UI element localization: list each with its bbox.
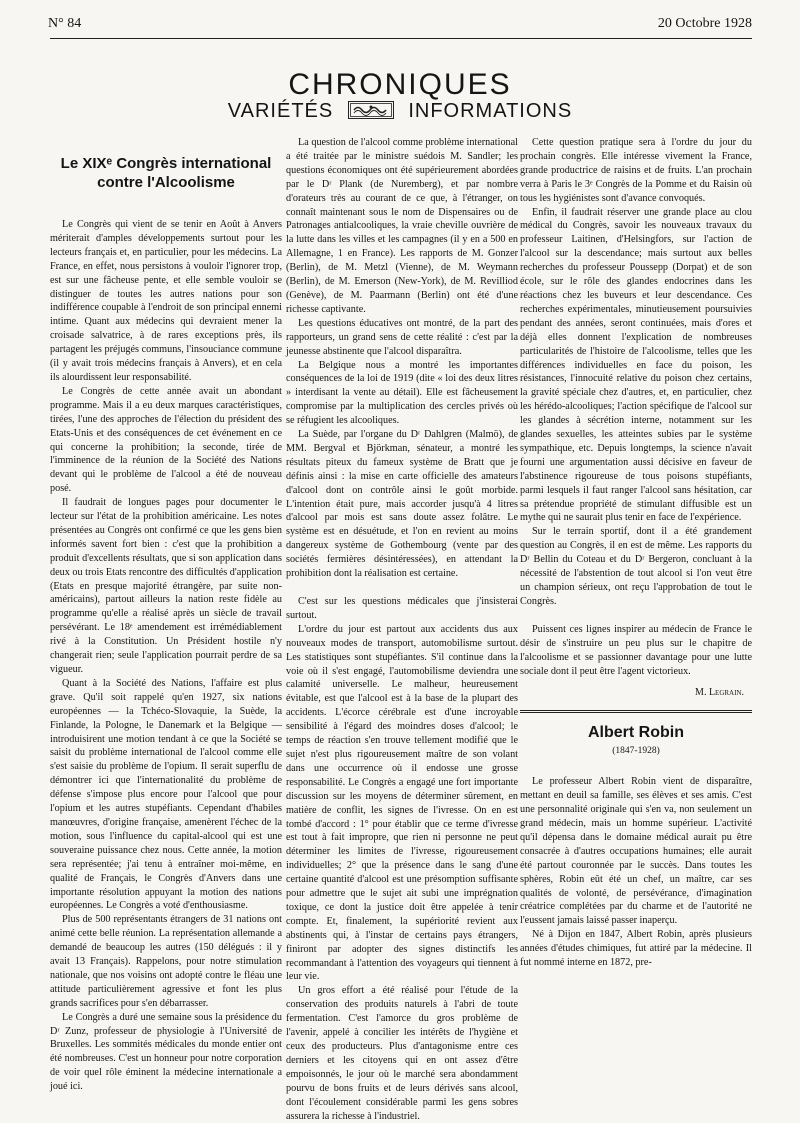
subtitle-right: INFORMATIONS [408, 100, 573, 122]
subtitle-left: VARIÉTÉS [227, 100, 334, 122]
issue-number: N° 84 [48, 16, 82, 31]
paragraph: Les questions éducatives ont montré, de la part des rapporteurs, un grand sens de cette réalité : c'est par la jeunesse abstinente que l'alcool disparaîtra. [286, 317, 518, 357]
paragraph: Le Congrès a duré une semaine sous la présidence du Dʳ Zunz, professeur de physiologie à l'Université de Bruxelles. Les sommités médicales du monde entier ont été nombreuses. C'est un honneur pour notre corporation de voir quel rôle éminent la médecine internationale a joué ici. [50, 1011, 282, 1093]
section-subtitle [0, 100, 800, 123]
paragraph: Le professeur Albert Robin vient de disparaître, mettant en deuil sa famille, ses élèves et ses amis. C'est une personnalité originale qui s'en va, non seulement un grand médecin, mais un homme supérieur. L'activité qu'il dépensa dans le domaine médical aurait pu être consacrée à d'autres occupations humaines; elle aurait été partout couronnée par le succès. Dans toutes les sphères, Robin eût été un chef, un maître, car ses qualités de volonté, de persévérance, d'imagination créatrice complétées par du charme et de l'autorité ne l'eussent jamais laissé passer inaperçu. [520, 776, 752, 927]
issue-date: 20 Octobre 1928 [657, 16, 752, 31]
article-title: Le XIXᵉ Congrès international contre l'Alcoolisme [60, 155, 272, 191]
article-divider [520, 710, 752, 713]
article-title: Albert Robin [588, 724, 684, 742]
column-1 [50, 136, 282, 1093]
paragraph: La Belgique nous a montré les importantes conséquences de la loi de 1919 (dite « loi des deux litres » interdisant la vente au détail). Elle est fâcheusement compromise par la multiplication des cercles privés où se réfugient les alcooliques. [286, 359, 518, 427]
paragraph: Cette question pratique sera à l'ordre du jour du prochain congrès. Elle intéresse vivement la France, grande productrice de raisins et de fruits. L'an prochain verra à Paris le 3ᵉ Congrès de la Pomme et du Raisin où tous les hygiénistes sont d'avance convoqués. [520, 137, 752, 204]
header-rule [50, 38, 752, 39]
spacer [520, 609, 752, 623]
author-signature: M. Legrain. [695, 687, 744, 699]
paragraph: Puissent ces lignes inspirer au médecin de France le désir de s'instruire un peu plus sur le chapitre de l'alcoolisme et se passionner davantage pour une lutte sociale dont il peut être l'agent victorieux. [520, 623, 752, 677]
paragraph: Quant à la Société des Nations, l'affaire est plus grave. Qu'il soit rappelé qu'en 1927, six nations européennes — la Tchéco-Slovaquie, la Suède, la Finlande, la Pologne, le Danemark et la Belgique — introduisirent une motion tendant à ce que la Société se saisit du problème international de l'alcool comme elle s'est saisie du problème de l'opium. Il serait superflu de démontrer ici que l'internationalité du problème de défense s'impose plus encore pour l'alcool que pour l'opium et les autres stupéfiants. Cependant d'habiles manœuvres, d'origine française, amenèrent l'échec de la motion, sous l'influence du capital-alcool qui est une souveraine puissance chez nous. Cette année, la motion sera représentée; j'ai tenu à entraîner moi-même, en qualité de Français, le Congrès d'Anvers dans une importante résolution appuyant la motion des nations européennes. Le Congrès a voté d'enthousiasme. [50, 677, 282, 912]
paragraph: L'ordre du jour est partout aux accidents dus aux nouveaux modes de transport, automobilisme surtout. Les statistiques sont stupéfiantes. S'il continue dans la voie où il s'est engagé, l'automobilisme deviendra une calamité universelle. Le malheur, heureusement évitable, est que l'alcool est à la base de la plupart des accidents. L'écorce cérébrale est d'une incroyable sensibilité à l'égard des moindres doses d'alcool; le temps de réaction s'en trouve tellement modifié que le sujet n'est plus rigoureusement maître de son volant dans une occurrence où il endosse une grosse responsabilité. Le Congrès a engagé une fort importante discussion sur les moyens de déterminer sûrement, en matière de conflit, les signes de l'ivresse. On en est tombé d'accord : 1° pour établir que ce terme d'ivresse est tout à fait impropre, que rien ni personne ne peut déterminer les limites de l'ivresse, rigoureusement individuelles; 2° que la présence dans le sang d'une certaine quantité d'alcool est une présomption suffisante pour admettre que le sujet ait subi une imprégnation toxique, ce dont la justice doit être appelée à tenir compte. Et, finalement, la supériorité revient aux abstinents qui, à l'instar de certains pays étrangers, finiront par adopter des signes distinctifs les recommandant à l'attention des voyageurs qui tiennent à leur vie. [286, 623, 518, 983]
paragraph: Le Congrès de cette année avait un abondant programme. Mais il a eu deux marques caractéristiques, tirées, l'une des approches de l'élection du président des Etats-Unis et des conséquences de cet événement en ce qui concerne la prohibition; la seconde, tirée de l'imminence de la réunion de la Société des Nations devant qui le problème de l'alcool a été de nouveau posé. [50, 385, 282, 495]
paragraph: Sur le terrain sportif, dont il a été grandement question au Congrès, il en est de même. Les rapports du Dʳ Bellin du Coteau et du Dʳ Bergeron, concluant à la nécessité de l'abstention de tout alcool si l'on veut être un champion sérieux, ont reçu l'approbation de tout le Congrès. [520, 526, 752, 607]
paragraph: Un gros effort a été réalisé pour l'étude de la conservation des produits naturels à l'abri de toute fermentation. C'est l'amorce du gros problème de l'avenir, appelé à concilier les intérêts de l'hygiène et ceux des producteurs. Plus d'antagonisme entre ces derniers et les citoyens qui en ont assez d'être empoisonnés, le jour où le marché sera abondamment pourvu de bons fruits et de leurs dérivés sans alcool, dont l'écoulement considérable parmi les gens sobres assurera la richesse à l'industriel. [286, 985, 518, 1122]
paragraph: Il faudrait de longues pages pour documenter le lecteur sur l'état de la prohibition américaine. Les notes présentées au Congrès ont confirmé ce que les gens bien informés savent fort bien : c'est que la prohibition a produit d'excellents résultats, que si son application dans deux ou trois Etats rencontre des difficultés d'application (Etats en presque majorité étrangère, par suite non-américains), partout ailleurs la nation reste fidèle au programme qu'elle a réalisé après un siècle de travail persévérant. Le 18ᵉ amendement est irrémédiablement rivé à la Constitution. Un Président hostile n'y changerait rien; seule l'application pourrait perdre de sa vigueur. [50, 497, 282, 675]
paragraph: Le Congrès qui vient de se tenir en Août à Anvers mériterait d'amples développements surtout pour les lecteurs français et, en particulier, pour les médecins. La France, en effet, nous persistons à vouloir l'ignorer trop, est sur une fâcheuse pente, et elle semble vouloir se distinguer de toutes les autres nations pour son indifférence coupable à l'endroit de son principal ennemi intime. Quant aux médecins qui devraient mener la croisade salvatrice, à de rares exceptions près, ils partagent les préjugés communs, l'insouciance commune (il y avait trois médecins français à Anvers), et en cela ils alourdissent leur responsabilité. [50, 219, 282, 383]
ornament-icon [348, 101, 394, 119]
life-dates: (1847-1928) [612, 746, 660, 757]
paragraph: C'est sur les questions médicales que j'insisterai surtout. [286, 596, 518, 621]
column-2 [286, 136, 518, 1122]
section-title: CHRONIQUES [288, 68, 512, 101]
column-3 [520, 136, 752, 1076]
spacer [286, 581, 518, 595]
running-header [48, 16, 752, 36]
paragraph: Enfin, il faudrait réserver une grande place au clou médical du Congrès, savoir les nouveaux travaux du professeur Laitinen, d'Helsingfors, sur l'action de l'alcool sur la descendance; mais surtout aux belles recherches du professeur Poussepp (Dorpat) et de son école, sur le rôle des glandes endocrines dans les réactions chez les buveurs et leur descendance. Ces recherches expérimentales, minutieusement poursuivies pendant des années, seront continuées, mais d'ores et déjà elles donnent l'explication de nombreuses particularités de l'histoire de l'alcoolisme, telles que les différences individuelles en face du poison, les résistances, l'innocuité relative du poison chez certains, la gravité spéciale chez d'autres, et, en particulier, chez les hérédo-alcooliques; l'action spécifique de l'alcool sur les glandes à sécrétion interne, notamment sur les glandes sexuelles, les atteintes subies par le système sympathique, etc. Depuis longtemps, la science n'avait fourni une argumentation aussi décisive en faveur de l'abstinence rigoureuse de tous poisons stupéfiants, parmi lesquels il faut ranger l'alcool sans hésitation, car sa prétendue propriété de stimulant diffusible est un mythe qui ne saurait plus tenir en face de l'expérience. [520, 206, 752, 524]
paragraph: Né à Dijon en 1847, Albert Robin, après plusieurs années d'études chimiques, fut attiré par la médecine. Il fut nommé interne en 1872, pre- [520, 929, 752, 969]
paragraph: La Suède, par l'organe du Dʳ Dahlgren (Malmö), de MM. Bergval et Björkman, sénateur, a montré les résultats piteux du fameux système de Bratt que je définis ainsi : la mise en carte officielle des amateurs d'alcool dont on contrôle ainsi le goût morbide. L'intention était pure, mais accorder jusqu'à 4 litres d'alcool par mois est sans doute assez folâtre. Le système est en désuétude, et l'on en revient au moins dangereux système de Gothembourg (vente par des sociétés fermières désintéressées), en attendant la prohibition dont la réalisation est certaine. [286, 429, 518, 580]
paragraph: Plus de 500 représentants étrangers de 31 nations ont animé cette belle réunion. La représentation allemande a demandé de beaucoup les autres (150 délégués : il y avait 13 Français). Rappelons, pour notre stimulation nationale, que nos voisins ont adopté contre le fléau une attitude particulièrement agressive et font les plus grands sacrifices pour s'en débarrasser. [50, 914, 282, 1009]
paragraph: La question de l'alcool comme problème international a été traitée par le ministre suédois M. Sandler; les questions économiques ont été supérieurement abordées par le Dʳ Plank (de Nuremberg), et par nombre d'orateurs très au courant de ce que, à l'étranger, on connaît maintenant sous le nom de Dispensaires ou de Patronages antialcooliques, la vraie cheville ouvrière de la lutte dans les villes et les campagnes (il y en a 500 en Allemagne, 1 en France). Les rapports de M. Gonzer (Berlin), de M. Metzl (Vienne), de M. Weymann (Berlin), de M. Emerson (New-York), de M. Revilliod (Genève), de M. Paarmann (Berlin) ont été d'une richesse captivante. [286, 137, 518, 315]
